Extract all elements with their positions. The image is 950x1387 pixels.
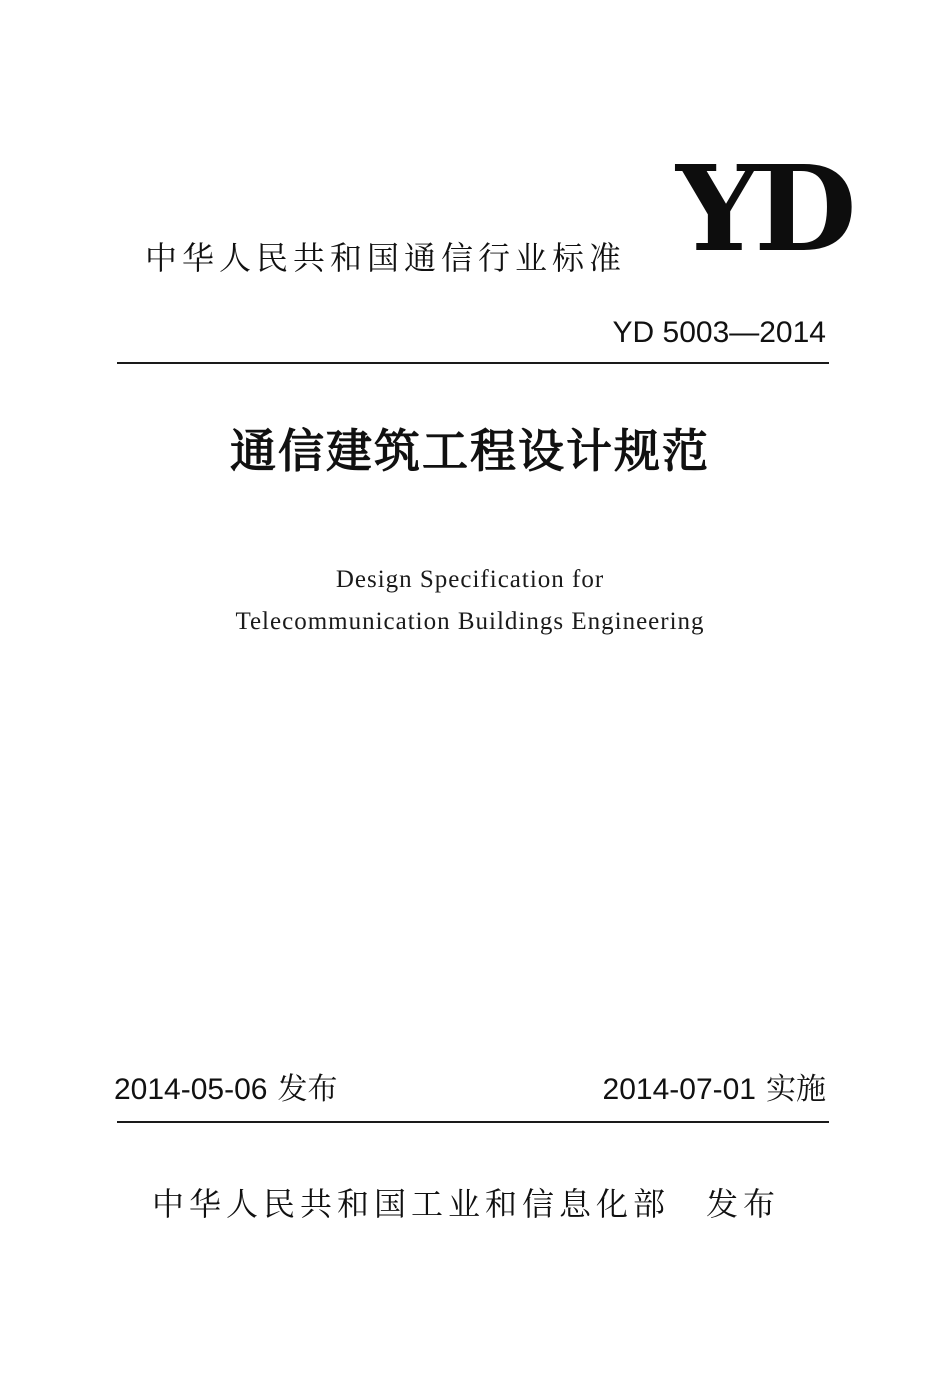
publisher-action: 发布	[706, 1185, 781, 1223]
top-divider	[117, 362, 829, 364]
issue-date: 2014-05-06	[114, 1073, 268, 1106]
effective-date: 2014-07-01	[602, 1073, 756, 1106]
issue-label: 发布	[277, 1072, 338, 1107]
publisher-name: 中华人民共和国工业和信息化部	[152, 1185, 671, 1223]
effective-label: 实施	[766, 1072, 826, 1107]
yd-logo: YD	[676, 139, 851, 278]
publisher-block	[152, 1185, 781, 1223]
bottom-divider	[117, 1121, 829, 1123]
title-chinese: 通信建筑工程设计规范	[230, 424, 710, 478]
issue-date-block	[114, 1072, 338, 1107]
title-english-line1: Design Specification for	[335, 566, 605, 593]
effective-date-block	[602, 1072, 826, 1107]
title-english-line2: Telecommunication Buildings Engineering	[235, 608, 705, 635]
industry-standard-label: 中华人民共和国通信行业标准	[145, 239, 627, 277]
standard-code: YD 5003—2014	[612, 316, 826, 349]
